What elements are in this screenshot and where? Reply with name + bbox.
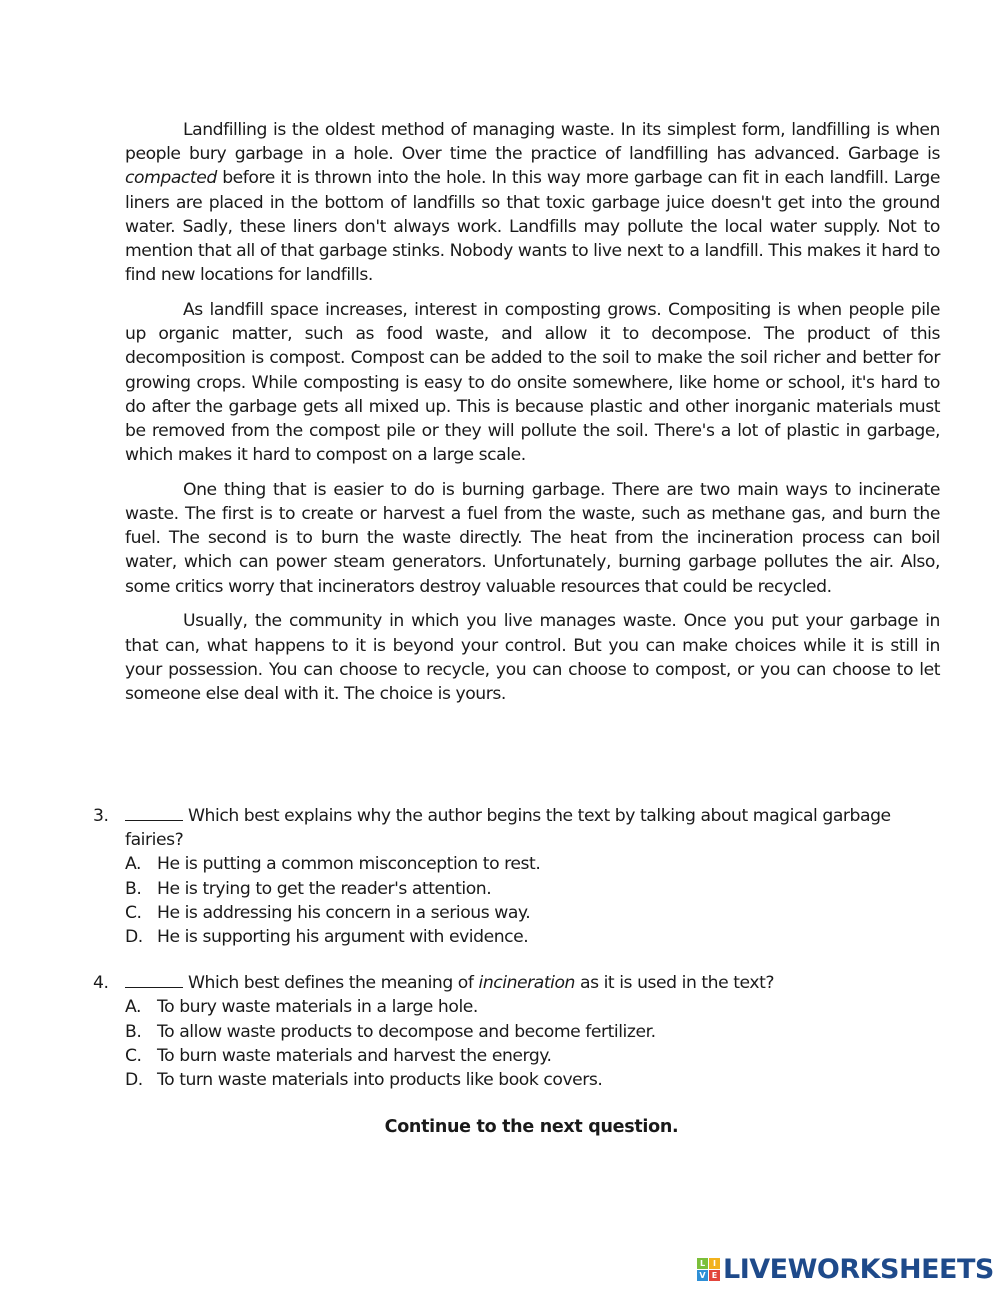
logo-cell-v: V (697, 1270, 708, 1281)
question-number: 4. (93, 973, 109, 994)
option-b[interactable]: B. To allow waste products to decompose and become fertilizer. (125, 1021, 656, 1042)
answer-blank[interactable] (125, 804, 183, 821)
option-b[interactable]: B. He is trying to get the reader's attention. (125, 878, 492, 899)
logo-wordmark: LIVEWORKSHEETS (723, 1254, 994, 1285)
question-list (93, 804, 933, 1114)
logo-cell-i: I (709, 1258, 720, 1269)
liveworksheets-logo[interactable] (697, 1256, 994, 1283)
option-c[interactable]: C. To burn waste materials and harvest the energy. (125, 1045, 552, 1066)
logo-cell-l: L (697, 1258, 708, 1269)
question-4 (93, 971, 933, 1092)
question-3 (93, 804, 933, 949)
question-prompt: Which best defines the meaning of incineration as it is used in the text? (125, 971, 933, 995)
option-c[interactable]: C. He is addressing his concern in a serious way. (125, 902, 531, 923)
paragraph-composting: As landfill space increases, interest in composting grows. Compositing is when people pile up organic matter, such as food waste, and allow it to decompose. The product of this decomposition is compost. Compost can be added to the soil to make the soil richer and better for growing crops. While composting is easy to do onsite somewhere, like home or school, it's hard to do after the garbage gets all mixed up. This is because plastic and other inorganic materials must be removed from the compost pile or they will pollute the soil. There's a lot of plastic in garbage, which makes it hard to compost on a large scale. (125, 299, 940, 466)
answer-options (125, 995, 933, 1092)
logo-cell-e: E (709, 1270, 720, 1281)
italic-term-incineration: incineration (478, 973, 575, 994)
option-d[interactable]: D. To turn waste materials into products like book covers. (125, 1070, 603, 1091)
option-d[interactable]: D. He is supporting his argument with evidence. (125, 927, 529, 948)
italic-term-compacted: compacted (125, 168, 217, 189)
continue-instruction: Continue to the next question. (384, 1117, 679, 1137)
paragraph-community: Usually, the community in which you live manages waste. Once you put your garbage in that can, what happens to it is beyond your control. But you can make choices while it is still in your possession. You can choose to recycle, you can choose to compost, or you can choose to let someone else deal with it. The choice is yours. (125, 611, 940, 704)
paragraph-landfilling: Landfilling is the oldest method of managing waste. In its simplest form, landfilling is when people bury garbage in a hole. Over time the practice of landfilling has advanced. Garbage is compacted before it is thrown into the hole. In this way more garbage can fit in each landfill. Large liners are placed in the bottom of landfills so that toxic garbage juice doesn't get into the ground water. Sadly, these liners don't always work. Landfills may pollute the local water supply. Not to mention that all of that garbage stinks. Nobody wants to live next to a landfill. This makes it hard to find new locations for landfills. (125, 120, 940, 286)
answer-blank[interactable] (125, 971, 183, 988)
answer-options (125, 852, 933, 949)
question-number: 3. (93, 806, 109, 826)
reading-passage (125, 118, 940, 717)
option-a[interactable]: A. He is putting a common misconception to rest. (125, 854, 541, 875)
question-prompt: Which best explains why the author begins the text by talking about magical garbage fairies? (125, 806, 891, 851)
paragraph-burning: One thing that is easier to do is burning garbage. There are two main ways to incinerate waste. The first is to create or harvest a fuel from the waste, such as methane gas, and burn the fuel. The second is to burn the waste directly. The heat from the incineration process can boil water, which can power steam generators. Unfortunately, burning garbage pollutes the air. Also, some critics worry that incinerators destroy valuable resources that could be recycled. (125, 479, 940, 597)
live-blocks-icon (697, 1258, 720, 1281)
option-a[interactable]: A. To bury waste materials in a large hole. (125, 997, 478, 1018)
